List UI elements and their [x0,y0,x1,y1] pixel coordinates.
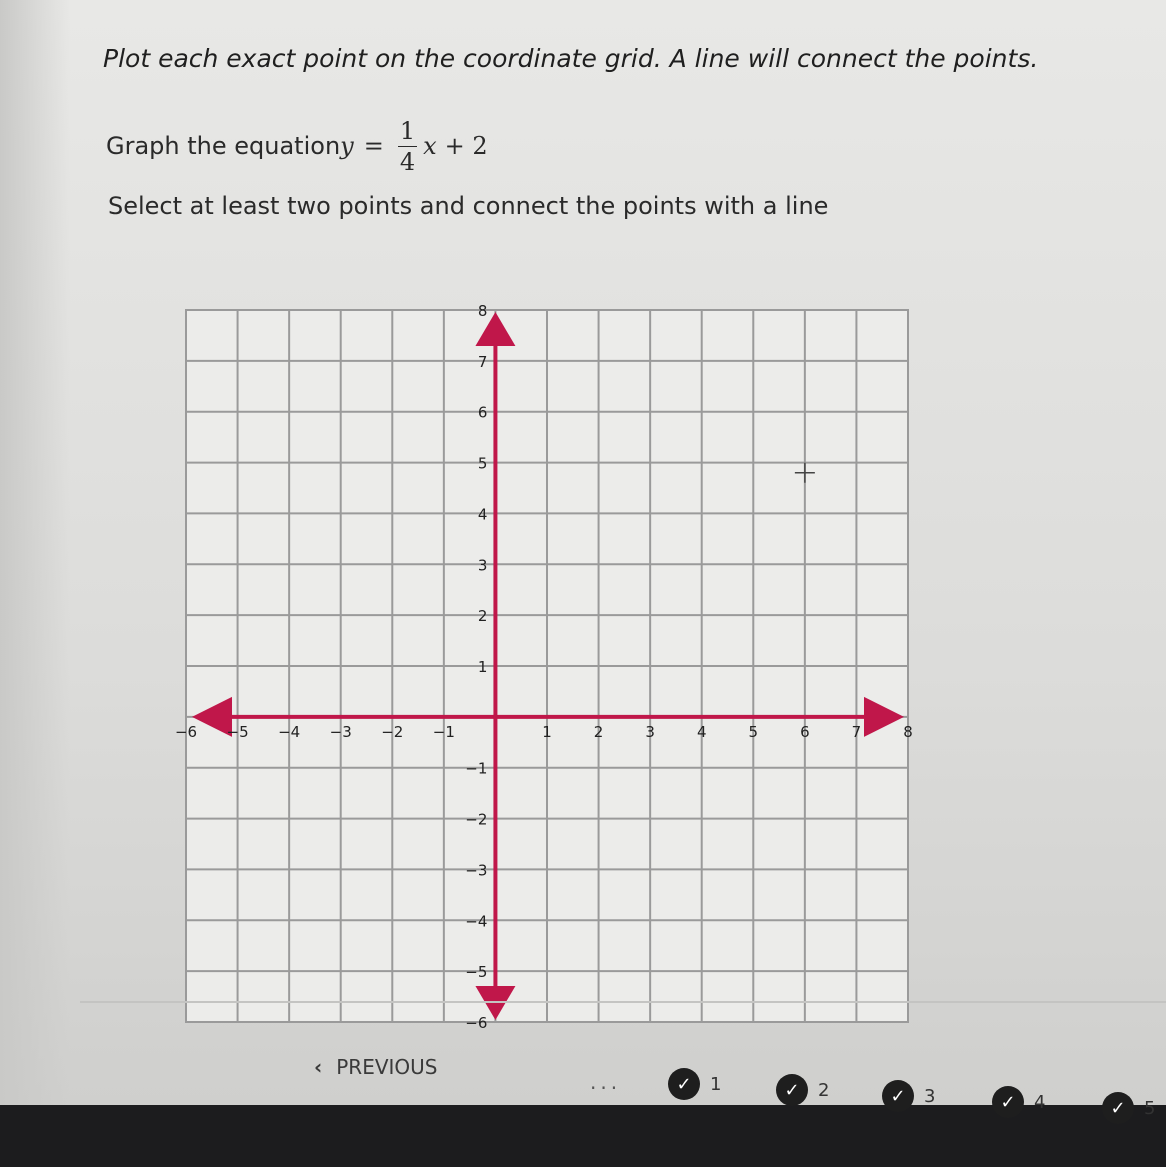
x-tick-label: 1 [542,722,552,741]
y-tick-label: −6 [465,1014,488,1032]
x-tick-label: 2 [593,722,604,741]
y-tick-label: 6 [477,403,488,422]
y-tick-label: 1 [477,658,488,676]
y-tick-label: 3 [477,556,488,575]
instruction-text: Plot each exact point on the coordinate grid. A line will connect the points. [103,44,1039,73]
question-button-4[interactable] [992,1086,1045,1118]
check-icon: ✓ [1102,1092,1134,1124]
y-tick-label: −4 [465,912,488,931]
x-tick-label: −1 [432,722,455,741]
y-tick-label: 7 [477,352,488,371]
y-tick-label: 5 [477,454,488,473]
y-tick-label: −2 [465,810,488,829]
x-tick-label: −6 [174,722,198,741]
x-tick-label: 6 [800,722,810,741]
fraction-numerator: 1 [399,116,416,145]
equation-variable: x [423,132,437,160]
equation-math [340,116,488,177]
question-button-1[interactable] [668,1068,721,1100]
screen-edge-shade [0,0,70,1105]
x-tick-label: 5 [748,722,759,741]
x-tick-label: 4 [696,722,707,741]
x-tick-label: −2 [381,722,404,741]
equation-lhs: y [340,132,354,160]
y-tick-label: −3 [465,861,488,880]
equation-fraction [398,116,417,177]
check-icon: ✓ [668,1068,700,1100]
footer-divider [80,1001,1166,1003]
previous-button[interactable] [314,1055,438,1079]
coordinate-grid-container[interactable] [174,302,913,1032]
y-tick-label: 4 [477,505,488,524]
question-number: 5 [1144,1097,1156,1119]
equation-row [106,106,488,186]
x-tick-label: 7 [851,722,862,741]
question-button-5[interactable] [1102,1092,1155,1124]
equation-prefix: Graph the equation [106,132,341,160]
question-button-2[interactable] [776,1074,829,1106]
question-button-3[interactable] [882,1080,935,1112]
check-icon: ✓ [992,1086,1024,1118]
check-icon: ✓ [776,1074,808,1106]
question-number: 3 [924,1085,936,1107]
x-tick-label: 3 [645,722,655,741]
select-instruction: Select at least two points and connect the points with a line [108,192,829,220]
previous-label: PREVIOUS [336,1055,438,1079]
x-tick-label: −5 [226,722,249,741]
coordinate-grid[interactable] [174,302,913,1032]
equation-equals: = [363,132,384,160]
question-number: 4 [1034,1091,1046,1113]
question-number: 2 [818,1079,830,1101]
equation-rest: + 2 [444,132,488,160]
y-tick-label: 8 [477,302,488,320]
y-tick-label: 2 [477,607,488,626]
pagination-ellipsis: ... [590,1070,622,1094]
x-tick-label: 8 [903,722,913,741]
y-tick-label: −1 [465,759,488,778]
check-icon: ✓ [882,1080,914,1112]
question-number: 1 [710,1073,722,1095]
x-tick-label: −4 [278,722,301,741]
y-tick-label: −5 [465,963,488,982]
fraction-denominator: 4 [399,147,416,176]
x-tick-label: −3 [329,722,352,741]
chevron-left-icon: ‹ [314,1055,323,1079]
